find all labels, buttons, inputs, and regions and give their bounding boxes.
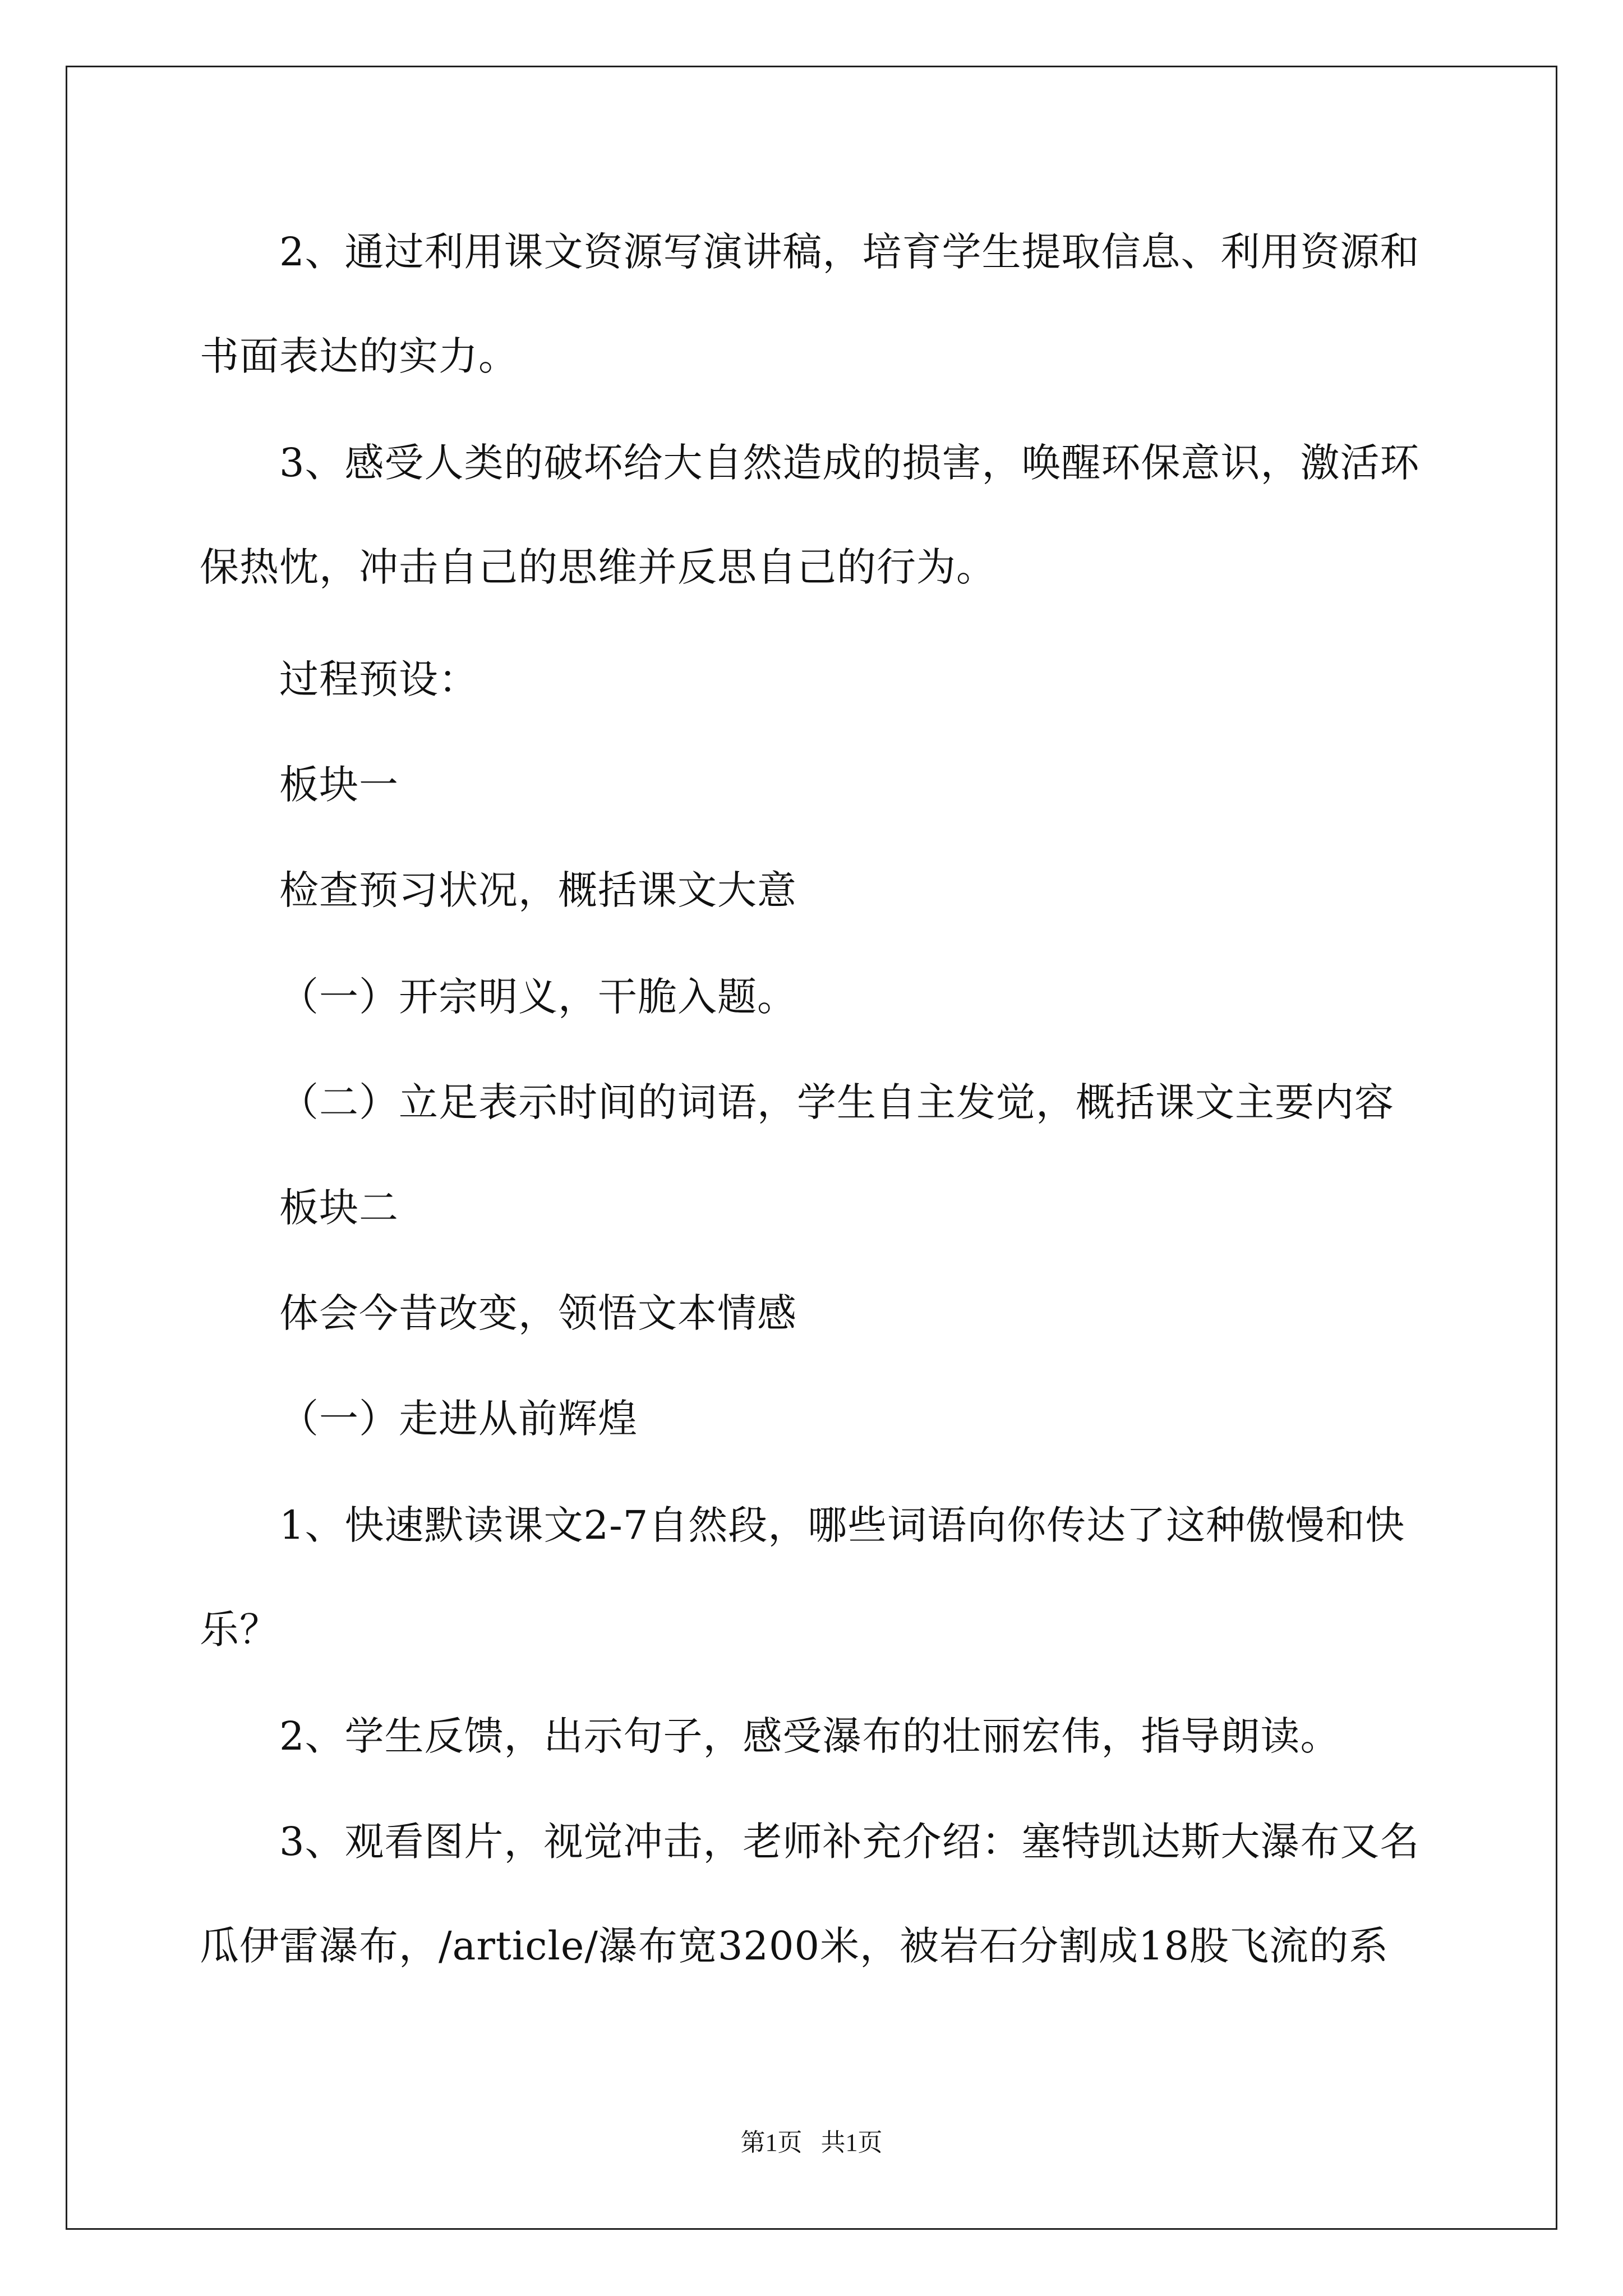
paragraph-line: 2、学生反馈，出示句子，感受瀑布的壮丽宏伟，指导朗读。 <box>279 1713 1340 1759</box>
paragraph-line: 瓜伊雷瀑布，/article/瀑布宽3200米，被岩石分割成18股飞流的系 <box>200 1923 1389 1969</box>
section-heading: 检查预习状况，概括课文大意 <box>279 867 797 913</box>
paragraph-line: 书面表达的实力。 <box>200 333 518 379</box>
section-heading: 板块一 <box>279 762 399 808</box>
paragraph-line: 3、观看图片，视觉冲击，老师补充介绍：塞特凯达斯大瀑布又名 <box>279 1819 1420 1865</box>
paragraph-line: （一）走进从前辉煌 <box>279 1396 638 1442</box>
paragraph-line: 保热忱，冲击自己的思维并反思自己的行为。 <box>200 544 996 590</box>
paragraph-line: （一）开宗明义，干脆入题。 <box>279 974 797 1020</box>
page-border <box>66 66 1557 2230</box>
section-heading: 板块二 <box>279 1185 399 1231</box>
section-heading: 过程预设： <box>279 656 478 702</box>
paragraph-line: 3、感受人类的破坏给大自然造成的损害，唤醒环保意识，激活环 <box>279 440 1420 486</box>
paragraph-line: 1、快速默读课文2-7自然段，哪些词语向你传达了这种傲慢和快 <box>279 1502 1405 1548</box>
paragraph-line: 2、通过利用课文资源写演讲稿，培育学生提取信息、利用资源和 <box>279 229 1420 275</box>
paragraph-line: （二）立足表示时间的词语，学生自主发觉，概括课文主要内容 <box>279 1079 1394 1125</box>
paragraph-line: 乐？ <box>200 1607 279 1653</box>
page-number-footer: 第1页 共1页 <box>740 2129 883 2156</box>
section-heading: 体会今昔改变，领悟文本情感 <box>279 1290 797 1336</box>
